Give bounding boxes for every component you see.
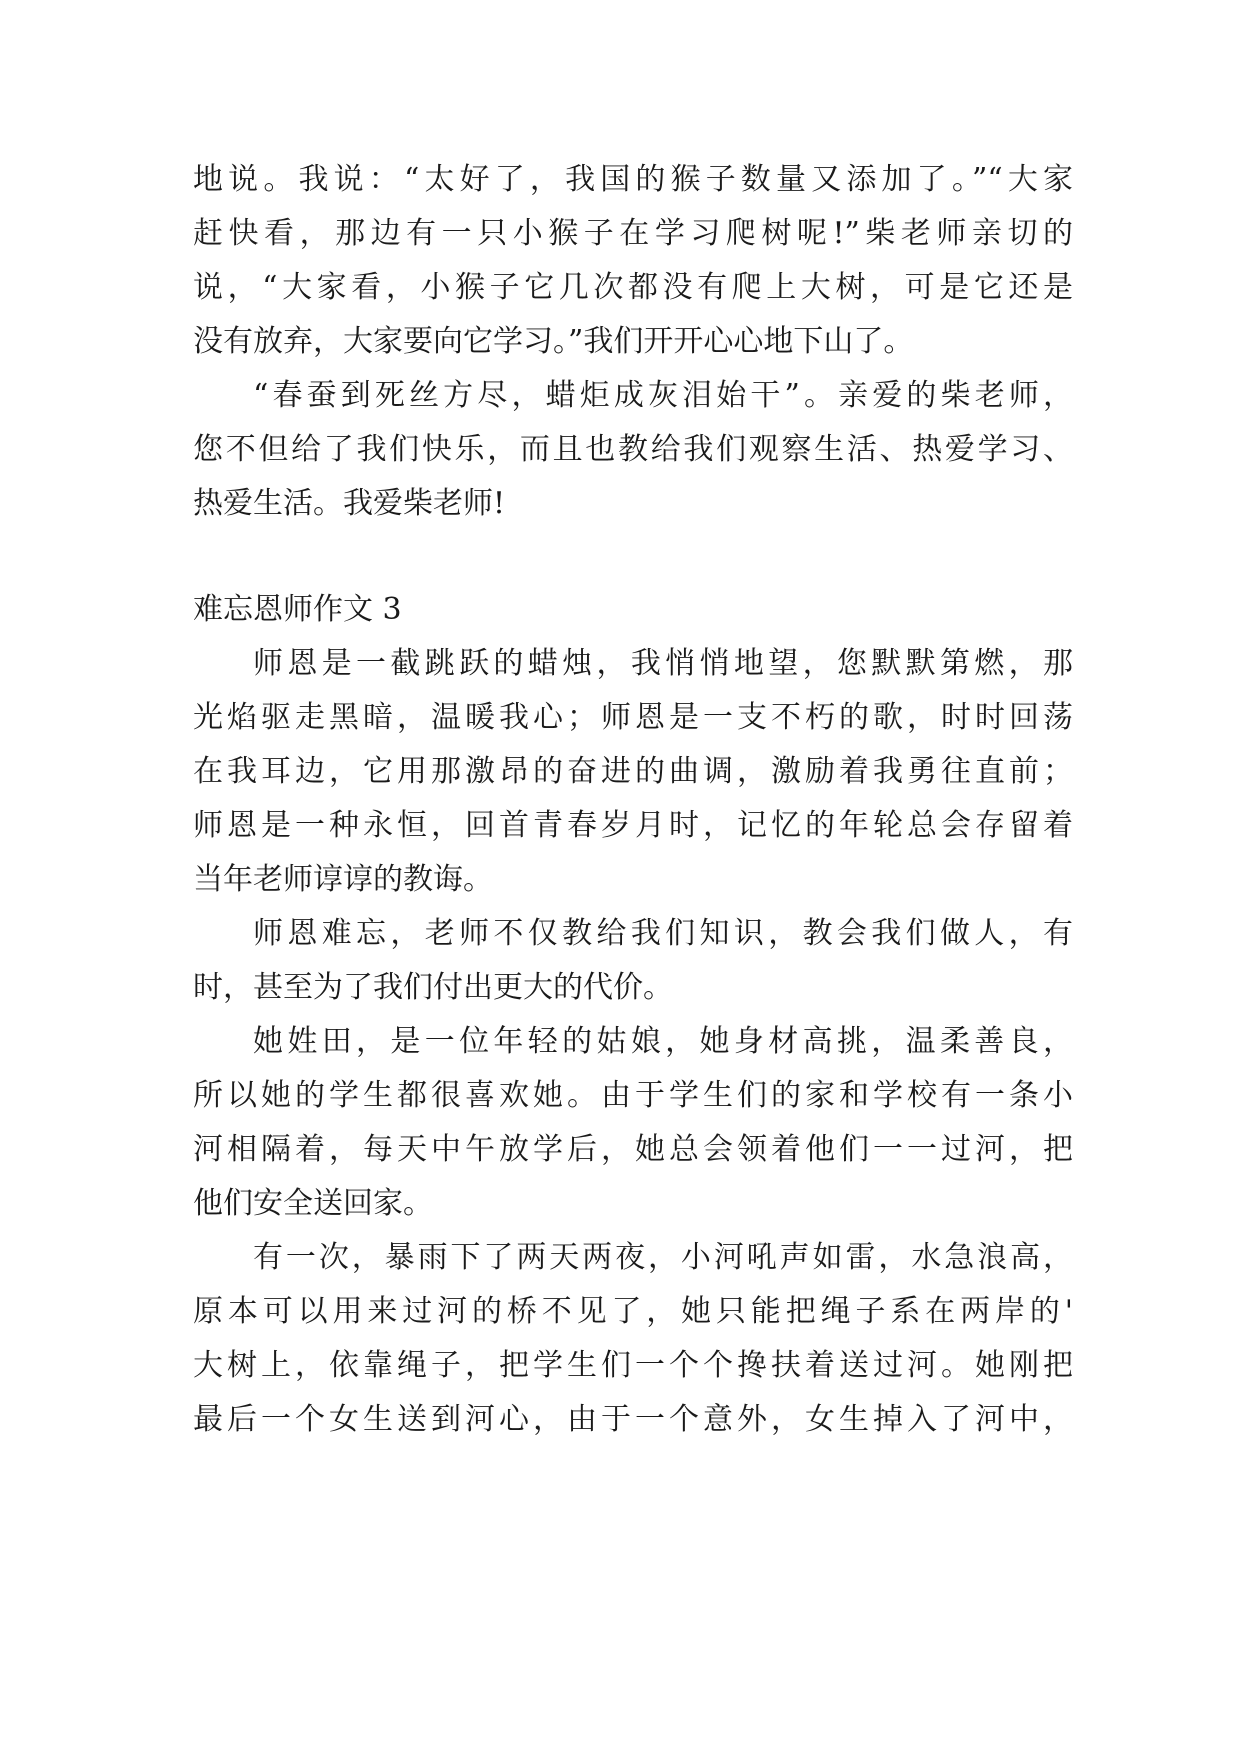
paragraph-line: 师恩是一种永恒，回首青春岁月时，记忆的年轮总会存留着 — [193, 808, 1073, 843]
paragraph-line: 当年老师谆谆的教诲。 — [193, 862, 493, 897]
paragraph-line: 地说。我说：“太好了，我国的猴子数量又添加了。”“大家 — [193, 162, 1073, 197]
paragraph-line: 时，甚至为了我们付出更大的代价。 — [193, 970, 673, 1005]
paragraph-line: 大树上，依靠绳子，把学生们一个个搀扶着送过河。她刚把 — [193, 1348, 1073, 1383]
paragraph-line: 河相隔着，每天中午放学后，她总会领着他们一一过河，把 — [193, 1132, 1073, 1167]
paragraph-line: 有一次，暴雨下了两天两夜，小河吼声如雷，水急浪高， — [253, 1240, 1073, 1275]
paragraph-line: 在我耳边，它用那激昂的奋进的曲调，激励着我勇往直前； — [193, 754, 1073, 789]
section-heading: 难忘恩师作文 3 — [193, 592, 402, 627]
paragraph-line: 光焰驱走黑暗，温暖我心；师恩是一支不朽的歌，时时回荡 — [193, 700, 1073, 735]
paragraph-line: 他们安全送回家。 — [193, 1186, 433, 1221]
paragraph-line: 原本可以用来过河的桥不见了，她只能把绳子系在两岸的' — [193, 1294, 1073, 1329]
paragraph-line: 师恩是一截跳跃的蜡烛，我悄悄地望，您默默第燃，那 — [253, 646, 1073, 681]
paragraph-line: 所以她的学生都很喜欢她。由于学生们的家和学校有一条小 — [193, 1078, 1073, 1113]
paragraph-line: 最后一个女生送到河心，由于一个意外，女生掉入了河中， — [193, 1402, 1073, 1437]
paragraph-line: “春蚕到死丝方尽，蜡炬成灰泪始干”。亲爱的柴老师， — [253, 378, 1073, 413]
paragraph-line: 她姓田，是一位年轻的姑娘，她身材高挑，温柔善良， — [253, 1024, 1073, 1059]
paragraph-line: 赶快看，那边有一只小猴子在学习爬树呢!”柴老师亲切的 — [193, 216, 1073, 251]
paragraph-line: 您不但给了我们快乐，而且也教给我们观察生活、热爱学习、 — [193, 432, 1073, 467]
paragraph-line: 没有放弃，大家要向它学习。”我们开开心心地下山了。 — [193, 324, 914, 359]
paragraph-line: 师恩难忘，老师不仅教给我们知识，教会我们做人，有 — [253, 916, 1073, 951]
paragraph-line: 说，“大家看，小猴子它几次都没有爬上大树，可是它还是 — [193, 270, 1073, 305]
paragraph-line: 热爱生活。我爱柴老师! — [193, 486, 506, 521]
